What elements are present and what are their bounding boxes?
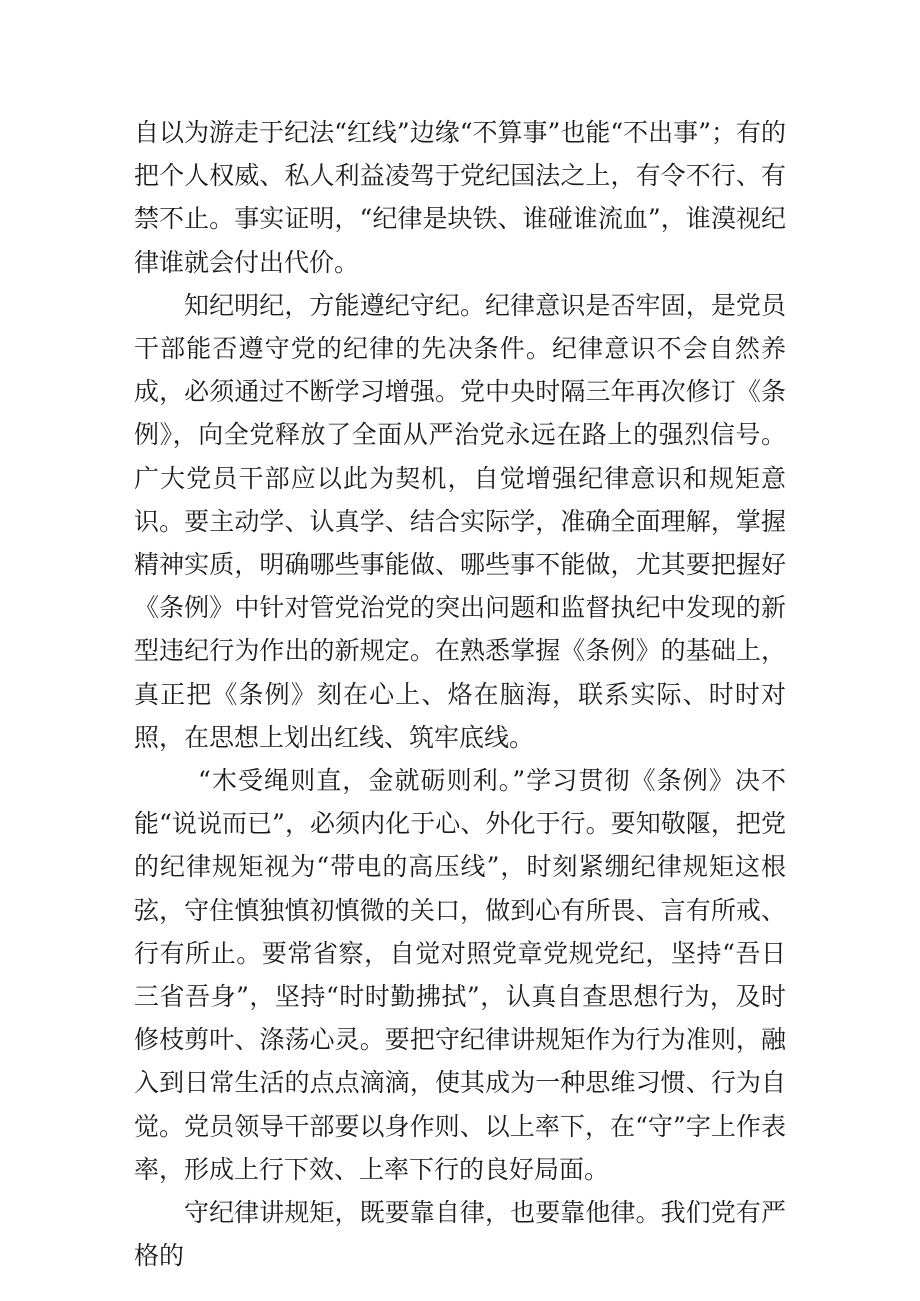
paragraph-4: 守纪律讲规矩，既要靠自律，也要靠他律。我们党有严格的 — [134, 1198, 786, 1271]
paragraph-3: “木受绳则直，金就砺则利。”学习贯彻《条例》决不能“说说而已”，必须内化于心、外化于行。要知敬隁，把党的纪律规矩视为“带电的高压线”，时刻紧绷纪律规矩这根弦，守住慎独慎初慎微的关口，做到心有所畏、言有所戒、行有所止。要常省察，自觉对照党章党规党纪，坚持“吾日三省吾身”，坚持“时时勤拂拭”，认真自查思想行为，及时修枝剪叶、涤荡心灵。要把守纪律讲规矩作为行为准则，融入到日常生活的点点滴滴，使其成为一种思维习惯、行为自觉。党员领导干部要以身作则、以上率下，在“守”字上作表率，形成上行下效、上率下行的良好局面。 — [134, 766, 786, 1184]
paragraph-2: 知纪明纪，方能遵纪守纪。纪律意识是否牢固，是党员干部能否遵守党的纪律的先决条件。纪律意识不会自然养成，必须通过不断学习增强。党中央时隔三年再次修订《条例》，向全党释放了全面从严治党永远在路上的强烈信号。广大党员干部应以此为契机，自觉增强纪律意识和规矩意识。要主动学、认真学、结合实际学，准确全面理解，掌握精神实质，明确哪些事能做、哪些事不能做，尤其要把握好《条例》中针对管党治党的突出问题和监督执纪中发现的新型违纪行为作出的新规定。在熟悉掌握《条例》的基础上，真正把《条例》刻在心上、烙在脑海，联系实际、时时对照，在思想上划出红线、筑牢底线。 — [134, 290, 786, 752]
paragraph-1: 自以为游走于纪法“红线”边缘“不算事”也能“不出事”；有的把个人权威、私人利益凌驾于党纪国法之上，有令不行、有禁不止。事实证明，“纪律是块铁、谁碰谁流血”，谁漠视纪律谁就会付出代价。 — [134, 118, 786, 277]
document-body — [134, 111, 786, 1277]
